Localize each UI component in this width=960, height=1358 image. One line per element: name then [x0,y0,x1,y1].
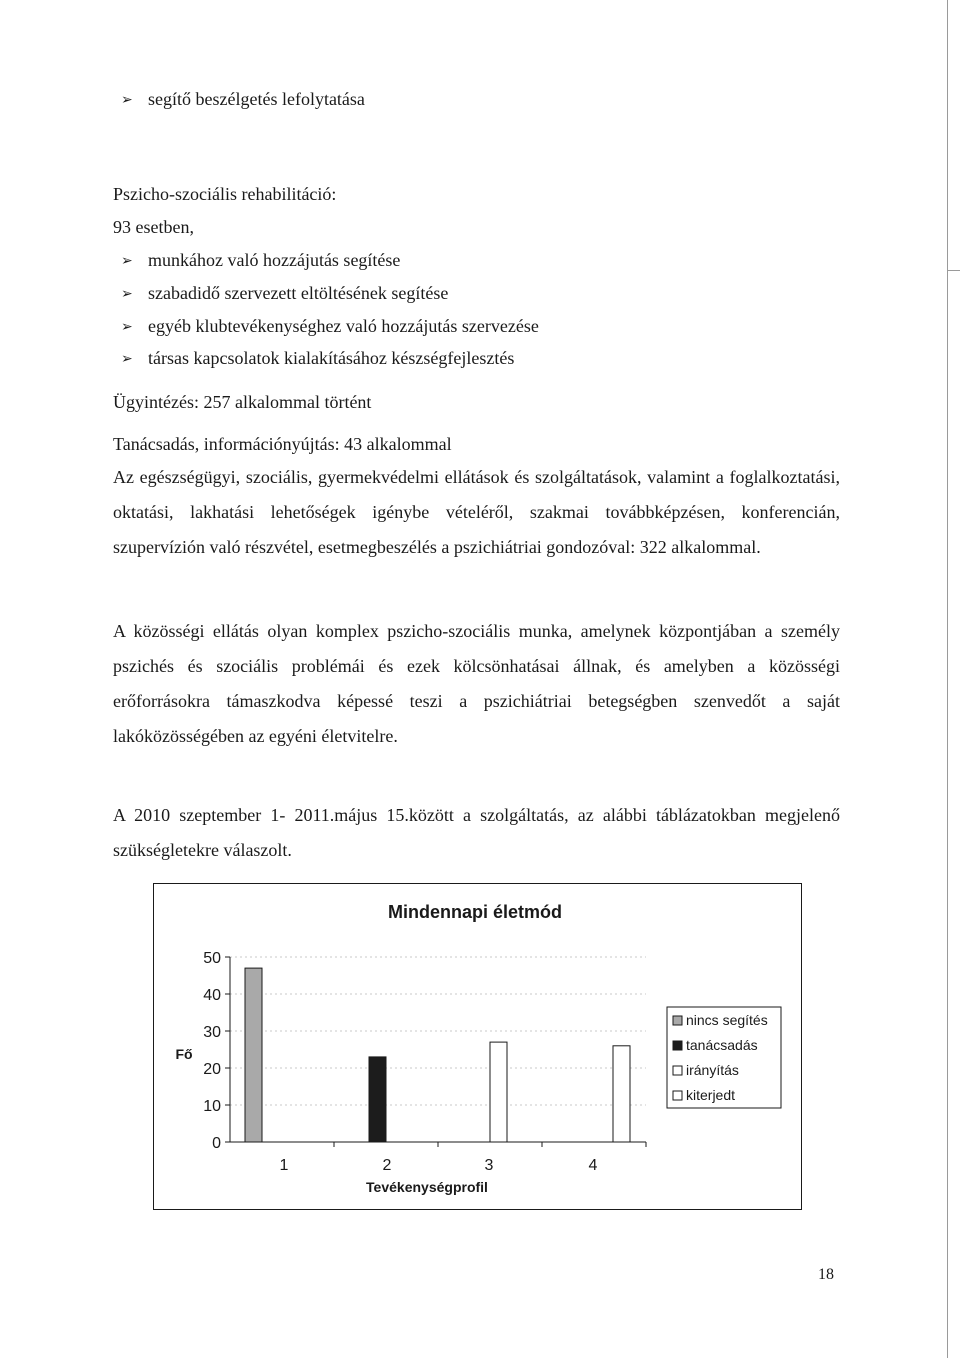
page-number: 18 [818,1266,834,1283]
psycho-bullet-4 [121,347,514,370]
legend [667,1007,781,1108]
bar-nincs-segites [245,968,262,1142]
psycho-bullet-text: munkához való hozzájutás segítése [148,250,401,270]
page-edge-line [947,0,948,1358]
counseling-line: Tanácsadás, információnyújtás: 43 alkalommal [113,434,452,454]
bar-chart [153,883,802,1210]
chart-title: Mindennapi életmód [387,902,563,922]
legend-swatch-nincs-segites [673,1016,682,1025]
y-tick-label-50: 50 [203,950,221,967]
arrow-bullet-icon: ➢ [121,286,133,302]
bar-tanacsadas [369,1057,386,1142]
x-tick-label-2: 2 [382,1157,392,1174]
x-ticks [280,1142,646,1174]
y-tick-label-40: 40 [203,987,221,1004]
y-gridlines [230,957,646,1105]
y-tick-label-20: 20 [203,1061,221,1078]
y-tick-label-10: 10 [203,1098,221,1115]
x-tick-label-3: 3 [484,1157,494,1174]
page-edge-tick [947,270,960,271]
psycho-bullet-text: társas kapcsolatok kialakításához készségfejlesztés [148,348,515,368]
case-handling-line: Ügyintézés: 257 alkalommal történt [113,392,372,412]
psycho-bullet-2 [121,282,448,305]
y-tick-label-0: 0 [212,1135,221,1152]
y-ticks [203,950,230,1152]
paragraph-community-care: A közösségi ellátás olyan komplex pszicho-szociális munka, amelynek központjában a személy pszichés és szociális problémái és ezek kölcsönhatásai állnak, és amelyben a közösségi erőforrásokra támaszkodva képessé teszi a pszichiátriai betegségben szenvedőt a saját lakóközösségében az egyéni életvitelre. [113,621,840,746]
bar-kiterjedt [613,1046,630,1142]
top-bullet-text: segítő beszélgetés lefolytatása [148,89,365,109]
paragraph-services: Az egészségügyi, szociális, gyermekvédelmi ellátások és szolgáltatások, valamint a foglalkoztatási, oktatási, lakhatási lehetőségek igénybe vételéről, szakmai továbbképzésen, konferencián, szupervízión való részvétel, esetmegbeszélés a pszichiátriai gondozóval: 322 alkalommal. [113,467,840,557]
x-tick-label-4: 4 [588,1157,598,1174]
legend-label-tanacsadas: tanácsadás [686,1037,758,1053]
legend-swatch-kiterjedt [673,1091,682,1100]
legend-label-nincs-segites: nincs segítés [686,1012,768,1028]
cases-line: 93 esetben, [113,217,194,237]
psycho-heading: Pszicho-szociális rehabilitáció: [113,184,337,204]
top-bullet-line [121,88,365,111]
legend-label-iranyitas: irányítás [686,1062,739,1078]
psycho-bullet-3 [121,315,539,338]
bar-iranyitas [490,1042,507,1142]
legend-swatch-iranyitas [673,1066,682,1075]
y-axis-label: Fő [175,1046,193,1062]
arrow-bullet-icon: ➢ [121,319,133,335]
y-tick-label-30: 30 [203,1024,221,1041]
x-tick-label-1: 1 [279,1157,289,1174]
arrow-bullet-icon: ➢ [121,92,133,108]
legend-label-kiterjedt: kiterjedt [686,1087,736,1103]
bars-group [245,968,630,1142]
paragraph-period: A 2010 szeptember 1- 2011.május 15.között a szolgáltatás, az alábbi táblázatokban megjelenő szükségletekre válaszolt. [113,805,840,860]
psycho-bullet-text: szabadidő szervezett eltöltésének segítése [148,283,449,303]
psycho-bullet-text: egyéb klubtevékenységhez való hozzájutás szervezése [148,316,539,336]
legend-swatch-tanacsadas [673,1041,682,1050]
arrow-bullet-icon: ➢ [121,351,133,367]
psycho-bullet-1 [121,249,400,272]
arrow-bullet-icon: ➢ [121,253,133,269]
x-axis-label: Tevékenységprofil [366,1179,488,1195]
